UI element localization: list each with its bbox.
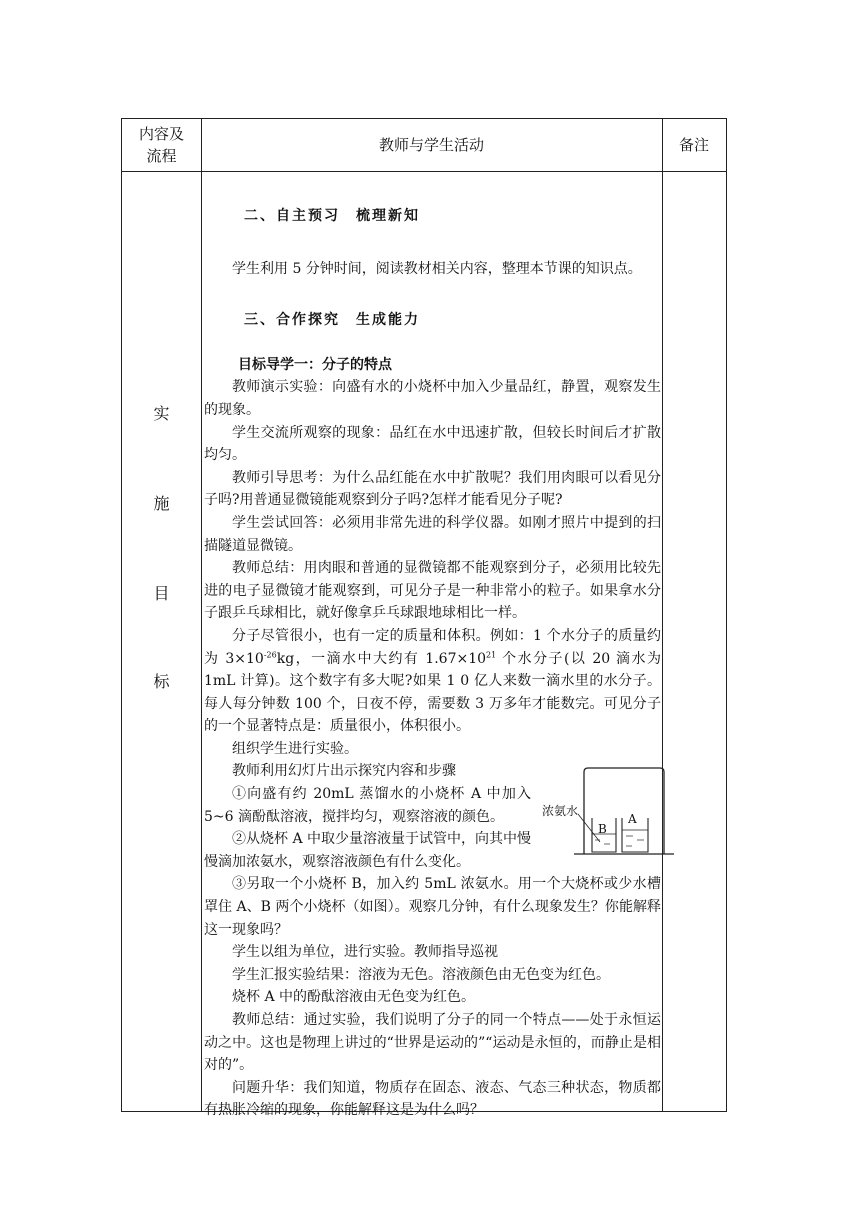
paragraph: 学生交流所观察的现象：品红在水中迅速扩散，但较长时间后才扩散均匀。 [204,424,661,464]
experiment-figure [540,766,678,858]
label-ammonia: 浓氨水 [542,804,579,818]
section-2-body: 学生利用 5 分钟时间，阅读教材相关内容，整理本节课的知识点。 [232,260,642,277]
side-char-4: 标 [153,672,170,691]
step-1: ①向盛有约 20mL 蒸馏水的小烧杯 A 中加入5~6 滴酚酞溶液，搅拌均匀，观察溶液的颜色。 [204,786,531,825]
header-activities: 教师与学生活动 [378,136,484,154]
paragraph: 学生以组为单位，进行实验。教师指导巡视 [232,944,498,961]
paragraph: 教师总结：用肉眼和普通的显微镜都不能观察到分子，必须用比较先进的电子显微镜才能观察到，可见分子是一种非常小的粒子。如果拿水分子跟乒乓球相比，就好像拿乒乓球跟地球相比一样。 [204,560,661,622]
paragraph: 学生汇报实验结果：溶液为无色。溶液颜色由无色变为红色。 [232,966,610,983]
paragraph-molecule-size: 分子尽管很小，也有一定的质量和体积。例如：1 个水分子的质量约为 $3\times 10^{-26}kg$，一滴水中大约有 $1.67\times 10^{21}$ 个水分子(以 20 滴水为 1mL 计算)。这个数字有多大呢?如果 1 0 亿人来数一滴水里的水分子。每人每分钟数 100 个，日夜不停，需要数 3 万多年才能数完。可见分子的一个显著特点是：质量很小，体积很小。 [204,627,661,735]
column-divider [201,119,202,1111]
side-char-1: 实 [153,404,170,423]
header-remarks: 备注 [678,136,709,154]
paragraph: 教师利用幻灯片出示探究内容和步骤 [232,763,456,780]
label-beaker-b: B [598,822,607,836]
header-content-flow: 内容及流程 [138,125,184,165]
section-2-title: 二、自主预习 梳理新知 [244,208,420,224]
step-3: ③另取一个小烧杯 B，加入约 5mL 浓氨水。用一个大烧杯或少水槽罩住 A、B 两个小烧杯（如图）。观察几分钟，有什么现象发生？你能解释这一现象吗？ [204,876,661,938]
side-char-3: 目 [153,584,170,603]
paragraph: 学生尝试回答：必须用非常先进的科学仪器。如刚才照片中提到的扫描隧道显微镜。 [204,514,661,554]
side-char-2: 施 [153,494,170,513]
paragraph: 教师总结：通过实验，我们说明了分子的同一个特点——处于永恒运动之中。这也是物理上讲过的“世界是运动的”“运动是永恒的，而静止是相对的”。 [204,1012,661,1074]
paragraph: 烧杯 A 中的酚酞溶液由无色变为红色。 [232,989,476,1006]
step-2: ②从烧杯 A 中取少量溶液量于试管中，向其中慢慢滴加浓氨水，观察溶液颜色有什么变化。 [204,831,532,870]
paragraph: 问题升华：我们知道，物质存在固态、液态、气态三种状态，物质都有热胀冷缩的现象，你能解释这是为什么吗？ [204,1079,661,1119]
content-area [204,205,661,1122]
header-divider [122,171,726,172]
paragraph: 教师演示实验：向盛有水的小烧杯中加入少量品红，静置，观察发生的现象。 [204,379,661,418]
paragraph: 组织学生进行实验。 [232,740,358,757]
section-3-title: 三、合作探究 生成能力 [244,312,420,329]
column-divider [662,119,663,1111]
goal-1-heading: 目标导学一：分子的特点 [238,356,392,373]
label-beaker-a: A [628,812,637,826]
lesson-table [121,118,727,1119]
paragraph: 教师引导思考：为什么品红能在水中扩散呢？我们用肉眼可以看见分子吗?用普通显微镜能观察到分子吗?怎样才能看见分子呢? [204,469,661,509]
